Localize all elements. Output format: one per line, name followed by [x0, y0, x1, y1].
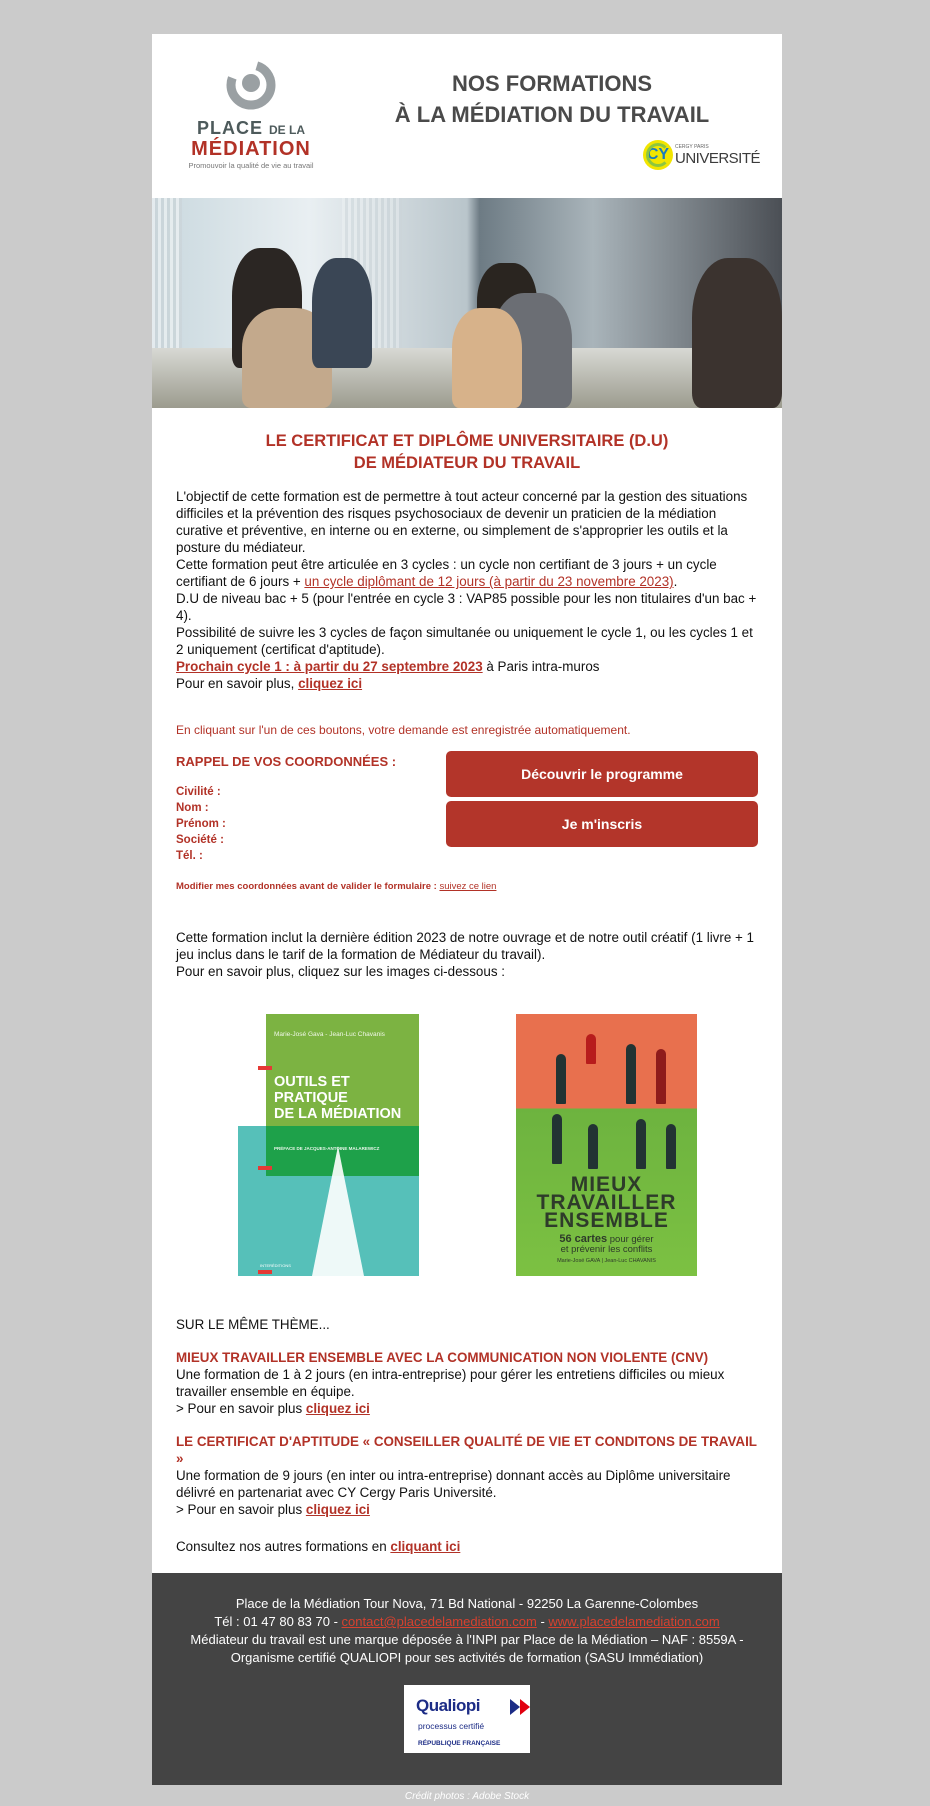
qvct-text: Une formation de 9 jours (en inter ou intra-entreprise) donnant accès au Diplôme universitaire délivré en partenariat avec CY Cergy Paris Université. — [176, 1468, 731, 1500]
form-notice: En cliquant sur l'un de ces boutons, votre demande est enregistrée automatiquement. — [176, 723, 631, 737]
next-cycle-place: à Paris intra-muros — [482, 659, 600, 674]
cy-small: CERGY PARIS — [674, 143, 709, 150]
book2-sub-bold: 56 cartes — [559, 1233, 608, 1245]
coordinates-fields — [176, 784, 446, 864]
book2-authors: Marie-José GAVA | Jean-Luc CHAVANIS — [557, 1258, 656, 1264]
cycles-text-body: Cette formation peut être articulée en 3 cycles : un cycle non certifiant de 3 jours + un cycle certifiant de 6 jours + — [176, 557, 717, 589]
field-nom: Nom : — [176, 802, 209, 814]
books-intro-line2: Pour en savoir plus, cliquez sur les images ci-dessous : — [176, 964, 505, 979]
next-cycle-link[interactable]: Prochain cycle 1 : à partir du 27 septembre 2023 — [176, 659, 483, 674]
other-trainings-link[interactable]: cliquant ici — [390, 1539, 461, 1554]
footer-sep: - — [536, 1614, 549, 1629]
book1-title-l3: DE LA MÉDIATION — [274, 1106, 402, 1122]
field-prenom: Prénom : — [176, 818, 226, 830]
qualiopi-name: Qualiopi — [416, 1696, 480, 1715]
section-certificat-qvct — [176, 1433, 758, 1518]
email-container — [152, 34, 782, 1802]
consult-text: Consultez nos autres formations en — [176, 1539, 391, 1554]
simultaneous-text: Possibilité de suivre les 3 cycles de façon simultanée ou uniquement le cycle 1, ou les cycles 1 et 2 uniquement (certificat d'aptitude). — [176, 625, 753, 657]
next-cycle-text — [176, 658, 758, 675]
book2-title — [516, 1173, 697, 1232]
du-level-text: D.U de niveau bac + 5 (pour l'entrée en cycle 3 : VAP85 possible pour les non titulaires d'un bac + 4). — [176, 591, 757, 623]
book2-title-l2: TRAVAILLER — [536, 1191, 677, 1214]
title-line2: À LA MÉDIATION DU TRAVAIL — [394, 102, 710, 127]
same-theme-heading: SUR LE MÊME THÈME... — [176, 1317, 330, 1332]
book1-title-l2: PRATIQUE — [274, 1090, 348, 1106]
book-outils-pratique-cover[interactable] — [238, 1014, 419, 1276]
footer — [152, 1573, 782, 1802]
page-title — [332, 68, 772, 130]
book2-title-l1: MIEUX — [570, 1173, 643, 1196]
footer-tel: Tél : 01 47 80 83 70 - — [214, 1614, 342, 1629]
books-row — [176, 1006, 758, 1286]
cycles-text-end: . — [673, 574, 678, 589]
photo-credit: Crédit photos : Adobe Stock — [404, 1791, 530, 1802]
book1-publisher: INTERÉDITIONS — [260, 1263, 291, 1268]
footer-contact — [172, 1613, 762, 1631]
cnv-text: Une formation de 1 à 2 jours (en intra-entreprise) pour gérer les entretiens difficiles ou mieux travailler ensemble en équipe. — [176, 1367, 725, 1399]
course-description — [176, 488, 758, 692]
qualiopi-sub: processus certifié — [418, 1721, 485, 1731]
footer-legal: Médiateur du travail est une marque déposée à l'INPI par Place de la Médiation – NAF : 8559A - Organisme certifié QUALIOPI pour ses activités de formation (SASU Immédiation) — [190, 1632, 744, 1665]
modify-text: Modifier mes coordonnées avant de valider le formulaire : — [176, 881, 440, 892]
modify-link[interactable]: suivez ce lien — [439, 881, 497, 892]
field-civilite: Civilité : — [176, 786, 221, 798]
modify-coordinates — [176, 878, 758, 895]
footer-email-link[interactable]: contact@placedelamediation.com — [341, 1614, 537, 1629]
book1-title-l1: OUTILS ET — [274, 1074, 350, 1090]
more-info-link[interactable]: cliquez ici — [298, 676, 363, 691]
field-tel: Tél. : — [176, 850, 203, 862]
logo-swirl-icon — [216, 56, 286, 114]
logo-line1: PLACE — [196, 118, 263, 138]
place-de-la-mediation-logo[interactable] — [186, 56, 316, 170]
footer-address: Place de la Médiation Tour Nova, 71 Bd National - 92250 La Garenne-Colombes — [235, 1596, 699, 1611]
book1-title — [274, 1074, 401, 1122]
cnv-link[interactable]: cliquez ici — [305, 1401, 370, 1416]
book2-sub-rest: pour gérer — [607, 1234, 654, 1245]
more-info-prefix: Pour en savoir plus, — [176, 676, 299, 691]
cycles-text — [176, 556, 758, 590]
qualiopi-rf: RÉPUBLIQUE FRANÇAISE — [418, 1740, 501, 1747]
more-info-text — [176, 675, 758, 692]
course-title-line1: LE CERTIFICAT ET DIPLÔME UNIVERSITAIRE (D.U) — [265, 432, 669, 450]
cy-name: UNIVERSITÉ — [674, 149, 760, 167]
logo-tagline: Promouvoir la qualité de vie au travail — [188, 161, 314, 170]
discover-program-button[interactable]: Découvrir le programme — [446, 751, 758, 797]
qvct-link[interactable]: cliquez ici — [305, 1502, 370, 1517]
books-intro — [176, 929, 758, 980]
intro-text: L'objectif de cette formation est de permettre à tout acteur concerné par la gestion des situations difficiles et la prévention des risques psychosociaux de devenir un praticien de la médiation curative et préventive, en interne ou en externe, ou simplement de s'approprier les outils et la posture du médiateur. — [176, 489, 748, 555]
section-cnv — [176, 1349, 758, 1417]
main-content — [152, 408, 782, 1573]
book1-preface: PRÉFACE DE JACQUES-ANTOINE MALAREWICZ — [274, 1146, 380, 1151]
cy-mark: CY — [643, 140, 673, 170]
logo-line1-small: DE LA — [269, 123, 306, 137]
cy-university-logo[interactable] — [643, 140, 760, 170]
game-mieux-travailler-cover[interactable] — [516, 1014, 697, 1276]
hero-photo — [152, 198, 782, 408]
books-intro-line1: Cette formation inclut la dernière édition 2023 de notre ouvrage et de notre outil créatif (1 livre + 1 jeu inclus dans le tarif de la formation de Médiateur du travail). — [176, 930, 754, 962]
book2-subtitle — [516, 1234, 697, 1255]
rappel-heading: RAPPEL DE VOS COORDONNÉES : — [176, 754, 397, 769]
cnv-title: MIEUX TRAVAILLER ENSEMBLE AVEC LA COMMUNICATION NON VIOLENTE (CNV) — [176, 1350, 709, 1365]
logo-line2: MÉDIATION — [191, 138, 311, 160]
course-title-line2: DE MÉDIATEUR DU TRAVAIL — [353, 454, 581, 472]
other-trainings — [176, 1538, 758, 1573]
title-line1: NOS FORMATIONS — [451, 71, 653, 96]
course-title — [176, 430, 758, 474]
field-societe: Société : — [176, 834, 224, 846]
book1-authors: Marie-José Gava - Jean-Luc Chavanis — [274, 1031, 385, 1038]
book2-sub-l2: et prévenir les conflits — [560, 1244, 653, 1255]
footer-website-link[interactable]: www.placedelamediation.com — [548, 1614, 720, 1629]
qvct-more: > Pour en savoir plus — [176, 1502, 306, 1517]
register-button[interactable]: Je m'inscris — [446, 801, 758, 847]
cycle-diplomant-link[interactable]: un cycle diplômant de 12 jours (à partir du 23 novembre 2023) — [304, 574, 674, 589]
header — [152, 34, 782, 198]
coordinates-block — [176, 751, 758, 864]
book2-title-l3: ENSEMBLE — [544, 1209, 669, 1232]
cnv-more: > Pour en savoir plus — [176, 1401, 306, 1416]
qvct-title: LE CERTIFICAT D'APTITUDE « CONSEILLER QUALITÉ DE VIE ET CONDITONS DE TRAVAIL » — [176, 1434, 757, 1466]
qualiopi-logo — [404, 1685, 530, 1753]
